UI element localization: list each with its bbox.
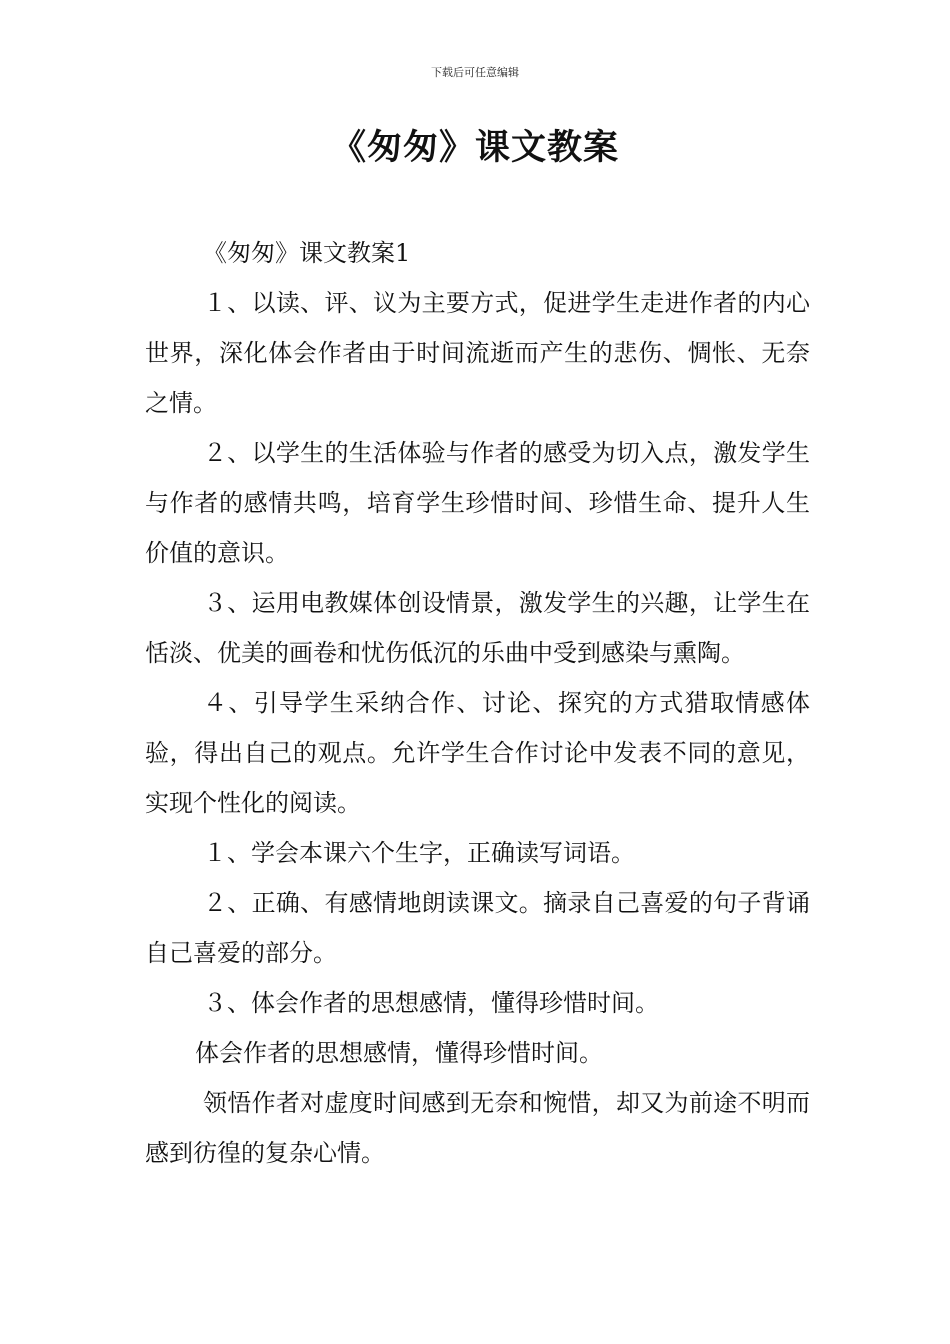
header-note: 下载后可任意编辑: [431, 66, 519, 79]
paragraph-objective-1: １、以读、评、议为主要方式，促进学生走进作者的内心世界，深化体会作者由于时间流逝而产生的悲伤、惆怅、无奈之情。: [145, 289, 810, 417]
paragraph-objective-3: ３、运用电教媒体创设情景，激发学生的兴趣，让学生在恬淡、优美的画卷和忧伤低沉的乐曲中受到感染与熏陶。: [145, 589, 810, 667]
paragraph-goal-2: ２、正确、有感情地朗读课文。摘录自己喜爱的句子背诵自己喜爱的部分。: [145, 889, 810, 967]
paragraph-focus: 体会作者的思想感情，懂得珍惜时间。: [195, 1039, 603, 1067]
paragraph-objective-2: ２、以学生的生活体验与作者的感受为切入点，激发学生与作者的感情共鸣，培育学生珍惜时间、珍惜生命、提升人生价值的意识。: [145, 439, 810, 567]
paragraph-difficulty: 领悟作者对虚度时间感到无奈和惋惜，却又为前途不明而感到彷徨的复杂心情。: [145, 1089, 810, 1167]
paragraph-goal-1: １、学会本课六个生字，正确读写词语。: [203, 839, 635, 867]
paragraph-objective-4: ４、引导学生采纳合作、讨论、探究的方式猎取情感体验，得出自己的观点。允许学生合作讨论中发表不同的意见，实现个性化的阅读。: [145, 689, 810, 817]
section-subtitle: 《匆匆》课文教案1: [203, 239, 411, 267]
document-title: 《匆匆》课文教案: [330, 128, 619, 168]
paragraph-goal-3: ３、体会作者的思想感情，懂得珍惜时间。: [203, 989, 659, 1017]
document-body: [145, 228, 810, 1178]
